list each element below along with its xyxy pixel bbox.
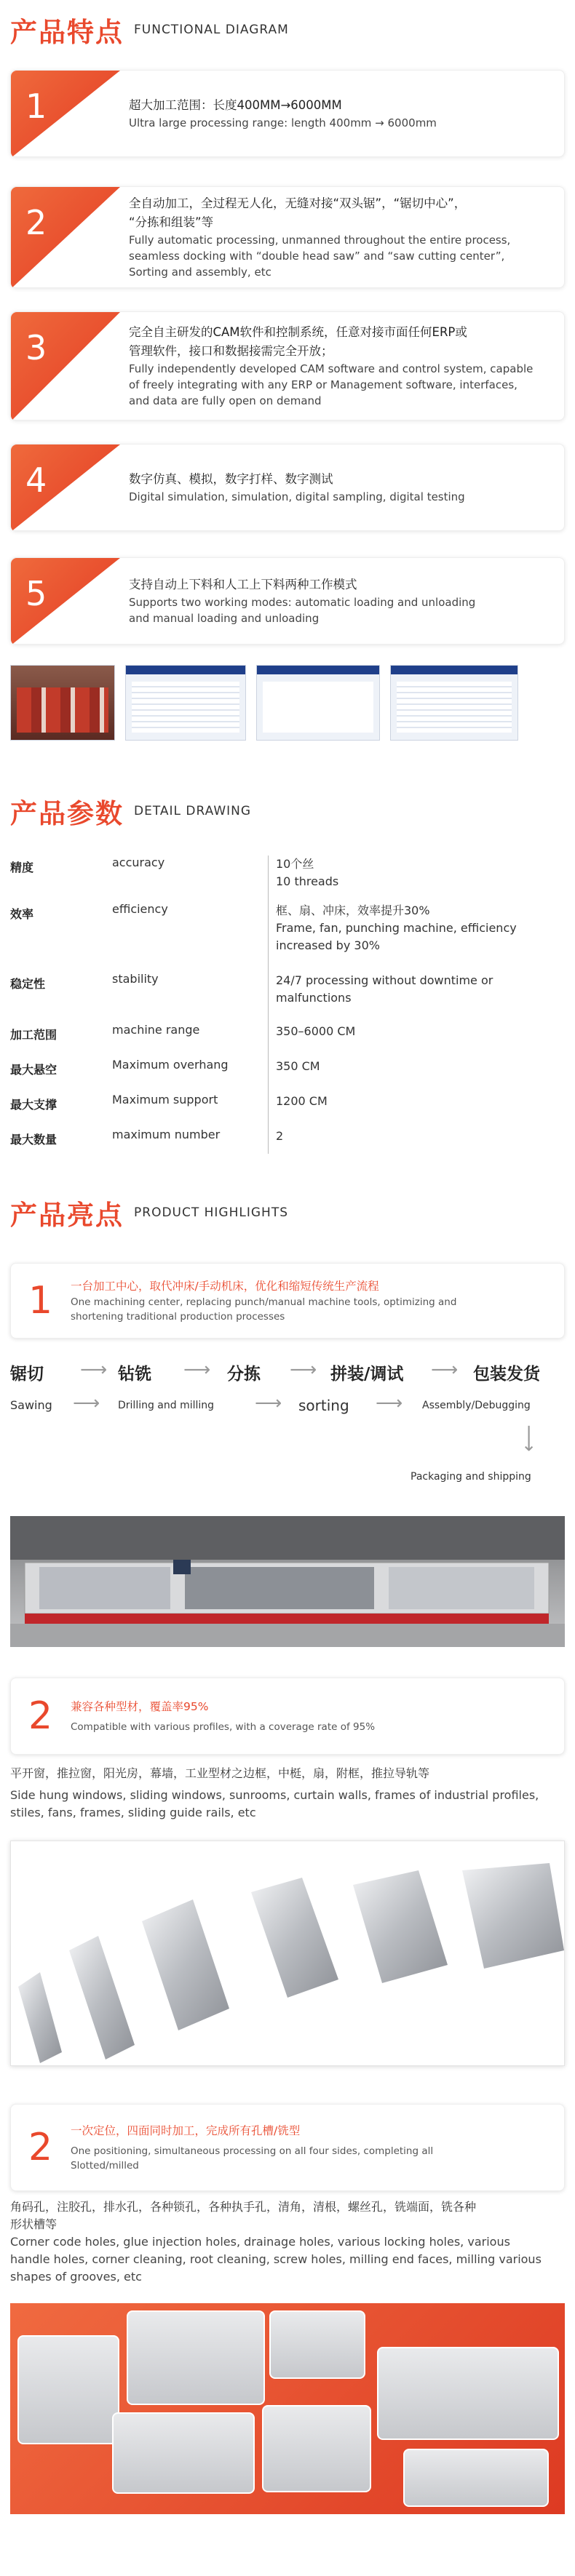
parameter-row [10,1058,565,1093]
processing-types-en: handle holes, corner cleaning, root cleaning, screw holes, milling end faces, milling various [10,2252,542,2266]
parameter-row [10,1128,565,1154]
param-value-line: 350 CM [276,1059,320,1073]
feature-text-en: Fully automatic processing, unmanned throughout the entire process, [129,234,511,247]
param-value-line: 框、扇、冲床，效率提升30% [276,904,430,917]
flow-step-cn: 钻铣 [118,1365,151,1384]
processing-types-en: shapes of grooves, etc [10,2270,142,2284]
detail-photo [377,2347,559,2440]
arrow-right-icon: ⟶ [80,1359,108,1381]
detail-photo [403,2449,549,2507]
aluminum-profiles-image [10,1841,565,2066]
processing-types-cn: 形状槽等 [10,2217,58,2231]
feature-number: 4 [25,460,47,500]
compatible-profiles-en: Side hung windows, sliding windows, sunrooms, curtain walls, frames of industrial profiles, [10,1788,539,1802]
feature-text-en: Supports two working modes: automatic loading and unloading [129,596,476,609]
param-name-en: accuracy [112,856,165,869]
arrow-right-icon: ⟶ [73,1392,100,1414]
param-value-line: increased by 30% [276,938,380,952]
param-value-line: malfunctions [276,991,352,1005]
detail-photo [17,2335,119,2444]
highlight-card-1 [10,1263,565,1339]
flow-step-cn: 拼装/调试 [330,1365,404,1384]
highlight-number: 1 [28,1279,53,1323]
feature-text-en: and manual loading and unloading [129,612,320,625]
feature-text-en: Digital simulation, simulation, digital sampling, digital testing [129,490,465,503]
machine-photo [10,1516,565,1647]
software-screenshot-1 [125,665,246,741]
highlight-card-3 [10,2104,565,2191]
highlight-title-cn: 一台加工中心，取代冲床/手动机床，优化和缩短传统生产流程 [71,1280,379,1293]
parameter-row [10,972,565,1023]
section-title-en: PRODUCT HIGHLIGHTS [134,1205,289,1220]
feature-text-cn: 支持自动上下料和人工上下料两种工作模式 [129,578,357,591]
feature-text-cn: 全自动加工，全过程无人化，无缝对接“双头锯”，“锯切中心”， [129,196,467,210]
detail-photo [262,2405,371,2492]
feature-text-cn: “分拣和组装”等 [129,215,214,229]
param-name-en: machine range [112,1023,200,1037]
detail-photo [127,2310,265,2405]
parameter-row [10,1093,565,1128]
highlight-text-en: shortening traditional production processes [71,1311,285,1323]
param-value-line: 1200 CM [276,1094,328,1108]
arrow-right-icon: ⟶ [431,1359,459,1381]
feature-text-en: and data are fully open on demand [129,394,322,407]
param-name-en: maximum number [112,1128,221,1141]
flow-step-cn: 分拣 [227,1365,261,1384]
feature-text-en: Ultra large processing range: length 400mm → 6000mm [129,116,437,129]
feature-number: 1 [25,87,47,126]
highlight-text-en: Compatible with various profiles, with a coverage rate of 95% [71,1721,376,1733]
flow-step-en: Packaging and shipping [411,1471,531,1483]
feature-card-2 [10,186,565,288]
product-page [0,9,575,2535]
software-screenshots [0,665,575,741]
feature-list [0,70,575,645]
param-value-line: 10个丝 [276,857,314,871]
detail-photo [269,2310,365,2379]
param-value-line: 350–6000 CM [276,1024,356,1038]
processing-details-collage [10,2303,565,2514]
param-value-line: 10 threads [276,874,339,888]
highlight-text-en: Slotted/milled [71,2160,139,2172]
param-value [268,1023,565,1058]
feature-text-cn: 数字仿真、模拟，数字打样、数字测试 [129,472,333,486]
section-title-en: DETAIL DRAWING [134,804,252,818]
arrow-down-icon: ⟶ [518,1424,540,1452]
parameter-row [10,856,565,902]
feature-text-cn: 超大加工范围：长度400MM→6000MM [129,98,342,112]
machine-illustration [10,1516,565,1647]
param-value [268,902,565,972]
feature-text-cn: 完全自主研发的CAM软件和控制系统，任意对接市面任何ERP或 [129,325,467,339]
compatible-profiles-cn: 平开窗，推拉窗，阳光房，幕墙，工业型材之边框，中梃，扇，附框，推拉导轨等 [10,1766,430,1780]
feature-number: 2 [25,203,47,242]
parameter-row [10,902,565,972]
section-title-cn: 产品参数 [10,798,124,829]
section-title-en: FUNCTIONAL DIAGRAM [134,23,289,37]
param-value [268,856,565,902]
param-value [268,972,565,1023]
flow-step-en: Assembly/Debugging [422,1400,531,1411]
highlight-text-en: One positioning, simultaneous processing on all four sides, completing all [71,2145,434,2157]
param-name-en: efficiency [112,902,168,916]
section-header-highlights [0,1192,575,1234]
param-name-cn: 效率 [10,907,34,921]
arrow-right-icon: ⟶ [376,1392,403,1414]
feature-text-en: seamless docking with “double head saw” and “saw cutting center”, [129,250,505,263]
feature-card-4 [10,444,565,531]
param-name-en: Maximum support [112,1093,218,1106]
highlight-title-cn: 一次定位，四面同时加工，完成所有孔槽/铣型 [71,2124,301,2137]
software-screenshot-2 [256,665,380,741]
feature-text-en: Fully independently developed CAM software and control system, capable [129,362,534,375]
software-screenshot-3 [390,665,518,741]
param-name-en: stability [112,972,159,986]
arrow-right-icon: ⟶ [290,1359,317,1381]
param-name-cn: 精度 [10,861,34,874]
detail-photo [112,2412,255,2494]
arrow-right-icon: ⟶ [255,1392,282,1414]
param-name-cn: 最大支撑 [10,1098,58,1112]
process-flow [10,1360,565,1528]
flow-step-en: Sawing [10,1398,52,1412]
feature-number: 3 [25,328,47,367]
feature-card-3 [10,311,565,420]
section-title-cn: 产品特点 [10,17,124,48]
feature-text-en: of freely integrating with any ERP or Management software, interfaces, [129,378,518,391]
param-value [268,1093,565,1128]
param-value-line: Frame, fan, punching machine, efficiency [276,921,517,935]
section-title-cn: 产品亮点 [10,1200,124,1231]
feature-card-1 [10,70,565,157]
feature-number: 5 [25,574,47,613]
section-header-functional [0,9,575,51]
processing-types-cn: 角码孔，注胶孔，排水孔，各种锁孔，各种执手孔，清角，清根，螺丝孔，铣端面，铣各种 [10,2200,477,2214]
flow-step-cn: 锯切 [10,1365,44,1384]
flow-step-en: Drilling and milling [118,1400,215,1411]
feature-card-5 [10,557,565,645]
highlight-number: 2 [28,1694,53,1738]
flow-step-en: sorting [298,1397,349,1414]
param-value [268,1128,565,1154]
feature-text-cn: 管理软件，接口和数据接需完全开放； [129,344,333,358]
processing-types-en: Corner code holes, glue injection holes, drainage holes, various locking holes, various [10,2235,510,2249]
param-name-cn: 加工范围 [10,1028,58,1042]
section-header-detail [0,790,575,832]
param-value-line: 24/7 processing without downtime or [276,973,493,987]
feature-text-en: Sorting and assembly, etc [129,266,271,279]
highlight-number: 2 [28,2126,53,2169]
param-value-line: 2 [276,1129,284,1143]
parameter-table [10,856,565,1154]
machine-photo-thumbnail [10,665,115,741]
param-name-cn: 稳定性 [10,977,46,991]
profiles-illustration [11,1841,564,2066]
parameter-row [10,1023,565,1058]
highlight-text-en: One machining center, replacing punch/manual machine tools, optimizing and [71,1296,457,1308]
param-name-cn: 最大数量 [10,1133,58,1147]
compatible-profiles-en: stiles, fans, frames, sliding guide rails, etc [10,1806,256,1819]
arrow-right-icon: ⟶ [183,1359,211,1381]
param-value [268,1058,565,1093]
param-name-en: Maximum overhang [112,1058,229,1072]
highlight-title-cn: 兼容各种型材，覆盖率95% [71,1700,209,1713]
flow-step-cn: 包装发货 [473,1365,540,1384]
param-name-cn: 最大悬空 [10,1063,58,1077]
highlight-card-2 [10,1678,565,1755]
